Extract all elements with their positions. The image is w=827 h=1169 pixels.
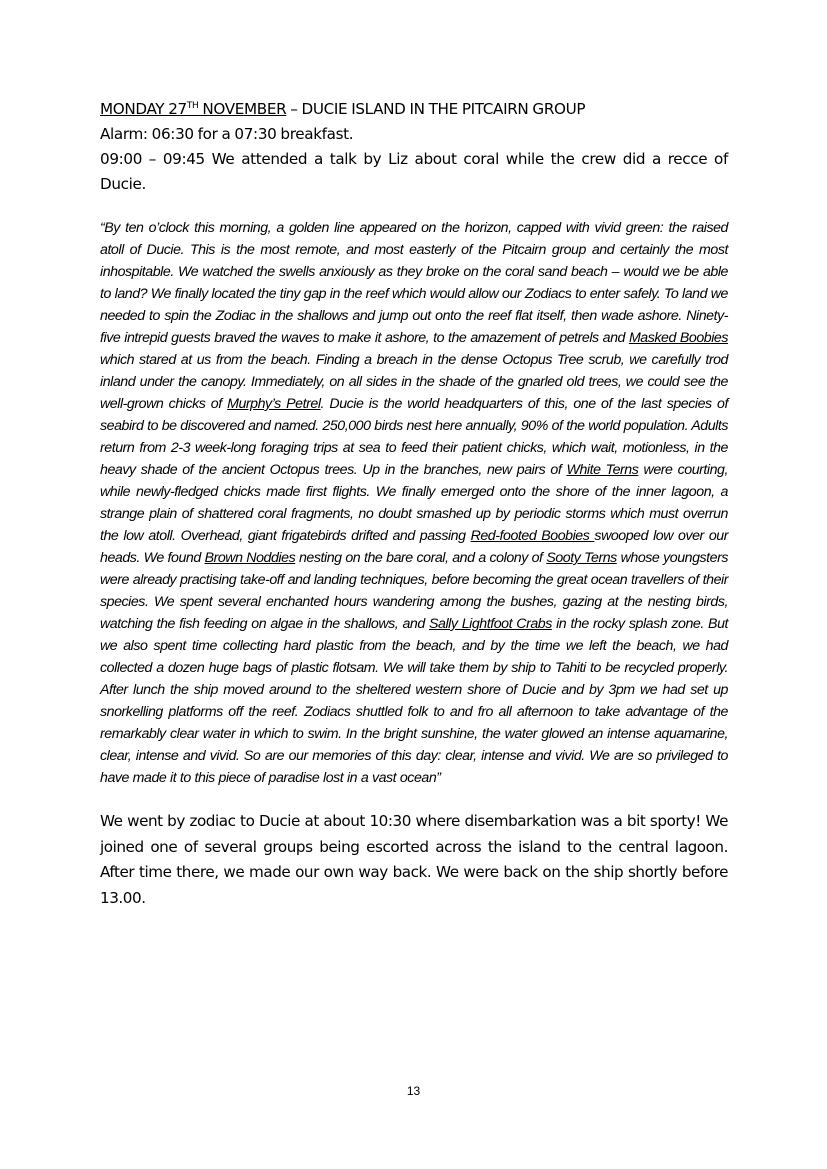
species-name: Sally Lightfoot Crabs (429, 616, 552, 632)
day-heading (100, 97, 728, 122)
quote-text: were courting, while newly-fledged chicks made first flights. We finally emerged onto the shore of the inner lagoon, a strange plain of shattered coral fragments, no doubt smashed up by periodic storms which must overrun the low atoll. Overhead, giant frigatebirds drifted and passing (100, 462, 728, 544)
quote-text: whose youngsters were already practising take-off and landing techniques, before becoming the great ocean travellers of their species. We spent several enchanted hours wandering among the bushes, gazing at the nesting birds, watching the fish feeding on algae in the shallows, and (100, 550, 729, 632)
species-name: Brown Noddies (204, 550, 296, 566)
quote-text: “By ten o’clock this morning, a golden line appeared on the horizon, capped with vivid green: the raised atoll of Ducie. This is the most remote, and most easterly of the Pitcairn group and certainly the most inhospitable. We watched the swells anxiously as they broke on the coral sand beach – would we be able to land? We finally located the tiny gap in the reef which would allow our Zodiacs to enter safely. To land we needed to spin the Zodiac in the shallows and jump out onto the reef flat itself, then wade ashore. Ninety-five intrepid guests braved the waves to make it ashore, to the amazement of petrels and (100, 220, 728, 346)
schedule-alarm: Alarm: 06:30 for a 07:30 breakfast. (100, 125, 354, 143)
narrative-paragraph: We went by zodiac to Ducie at about 10:30 where disembarkation was a bit sporty! We joined one of several groups being escorted across the island to the central lagoon. After time there, we made our own way back. We were back on the ship shortly before 13.00. (100, 812, 728, 907)
heading-location: – DUCIE ISLAND IN THE PITCAIRN GROUP (286, 100, 586, 118)
quote-text: . Ducie is the world headquarters of this, one of the last species of seabird to be discovered and named. 250,000 birds nest here annually, 90% of the world population. Adults return from 2-3 week-long foraging trips at sea to feed their patient chicks, which wait, motionless, in the heavy shade of the ancient Octopus trees. Up in the branches, new pairs of (100, 396, 728, 478)
heading-date-ordinal: TH (186, 101, 199, 111)
quote-text: nesting on the bare coral, and a colony of (295, 550, 547, 566)
page-number: 13 (406, 1084, 421, 1098)
schedule-talk: 09:00 – 09:45 We attended a talk by Liz about coral while the crew did a recce of Ducie. (100, 150, 728, 193)
species-name: Red-footed Boobies (470, 528, 595, 544)
heading-month: NOVEMBER (198, 100, 287, 118)
species-name: Murphy’s Petrel (227, 396, 321, 412)
day-heading-block (100, 97, 728, 197)
quote-text: swooped low over our heads. We found (100, 528, 728, 566)
species-name: White Terns (566, 462, 639, 478)
quoted-passage (100, 217, 728, 789)
document-page (100, 97, 728, 911)
species-name: Masked Boobies (628, 330, 728, 346)
quote-text: in the rocky splash zone. But we also spent time collecting hard plastic from the beach, and by the time we left the beach, we had collected a dozen huge bags of plastic flotsam. We will take them by ship to Tahiti to be recycled properly. After lunch the ship moved around to the sheltered western shore of Ducie and by 3pm we had set up snorkelling platforms off the reef. Zodiacs shuttled folk to and fro all afternoon to take advantage of the remarkably clear water in which to swim. In the bright sunshine, the water glowed an intense aquamarine, clear, intense and vivid. So are our memories of this day: clear, intense and vivid. We are so privileged to have made it to this piece of paradise lost in a vast ocean” (100, 616, 729, 786)
quote-text: which stared at us from the beach. Finding a breach in the dense Octopus Tree scrub, we carefully trod inland under the canopy. Immediately, on all sides in the shade of the gnarled old trees, we could see the well-grown chicks of (100, 352, 728, 412)
heading-date-text: MONDAY 27 (100, 100, 187, 118)
heading-date (100, 100, 286, 118)
species-name: Sooty Terns (546, 550, 617, 566)
